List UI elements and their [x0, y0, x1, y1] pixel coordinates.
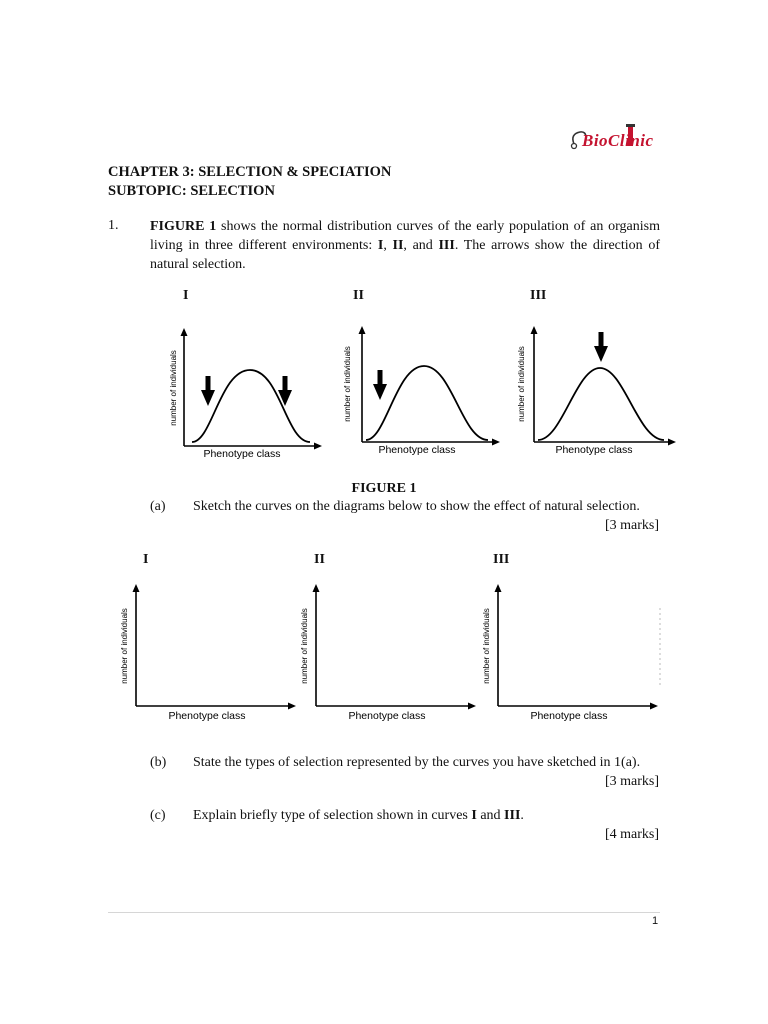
- logo-text: BioClinic: [582, 131, 654, 150]
- y-axis-arrow-icon: [495, 584, 502, 592]
- footer-divider: [108, 912, 660, 913]
- figure-panel-label-2: II: [353, 288, 364, 303]
- figure-caption: FIGURE 1: [351, 481, 417, 496]
- question-number: 1.: [108, 218, 119, 233]
- blank-axes-1: [116, 578, 306, 728]
- x-axis-label: Phenotype class: [530, 710, 608, 722]
- part-c-label: (c): [150, 808, 166, 823]
- page-number: 1: [652, 915, 659, 927]
- y-axis-label: number of individuals: [300, 608, 309, 684]
- part-c-text-segment: and: [476, 808, 505, 823]
- y-axis-label: number of individuals: [120, 608, 129, 684]
- figure-panel-label-1: I: [183, 288, 189, 303]
- x-axis-arrow-icon: [468, 703, 476, 710]
- y-axis-arrow-icon: [133, 584, 140, 592]
- question-text: [150, 217, 660, 274]
- blank-axes-3: [478, 578, 668, 728]
- x-axis-label: Phenotype class: [348, 710, 426, 722]
- question-text-segment: III: [438, 238, 455, 253]
- bioclinic-logo: [568, 124, 660, 158]
- part-b-text: State the types of selection represented by the curves you have sketched in 1(a).: [193, 755, 641, 770]
- question-text-segment: . The arrows show the direction of natural selection.: [150, 238, 660, 272]
- part-a-marks: [3 marks]: [604, 518, 659, 533]
- down-arrow-icon: [373, 370, 387, 400]
- y-axis-arrow-icon: [181, 328, 188, 336]
- distribution-curve: [538, 368, 664, 440]
- down-arrow-icon: [594, 332, 608, 362]
- x-axis-arrow-icon: [650, 703, 658, 710]
- blank-axes-2: [296, 578, 486, 728]
- down-arrow-icon: [201, 376, 215, 406]
- part-b-marks: [3 marks]: [604, 774, 659, 789]
- part-c-text-segment: Explain briefly type of selection shown in curves: [193, 808, 472, 823]
- blank-panel-label-3: III: [493, 552, 510, 567]
- x-axis-arrow-icon: [668, 439, 676, 446]
- x-axis-arrow-icon: [314, 443, 322, 450]
- y-axis-arrow-icon: [531, 326, 538, 334]
- figure-graph-1: [160, 318, 330, 464]
- figure-panel-label-3: III: [530, 288, 547, 303]
- part-c-text-segment: .: [520, 808, 524, 823]
- y-axis-label: number of individuals: [343, 346, 352, 422]
- question-text-segment: ,: [383, 238, 393, 253]
- chapter-heading: CHAPTER 3: SELECTION & SPECIATION: [108, 164, 392, 180]
- y-axis-label: number of individuals: [482, 608, 491, 684]
- distribution-curve: [366, 366, 488, 440]
- figure-graph-3: [514, 318, 684, 464]
- question-text-segment: FIGURE 1: [150, 219, 217, 234]
- x-axis-arrow-icon: [492, 439, 500, 446]
- question-text-segment: , and: [403, 238, 439, 253]
- part-c-text: [193, 808, 524, 824]
- question-text-segment: II: [392, 238, 404, 253]
- part-a-label: (a): [150, 499, 166, 514]
- x-axis-label: Phenotype class: [203, 448, 281, 460]
- part-c-text-segment: III: [504, 808, 521, 823]
- part-c-text-segment: I: [471, 808, 477, 823]
- x-axis-label: Phenotype class: [555, 444, 633, 456]
- x-axis-label: Phenotype class: [378, 444, 456, 456]
- subtopic-heading: SUBTOPIC: SELECTION: [108, 183, 275, 199]
- x-axis-label: Phenotype class: [168, 710, 246, 722]
- figure-graph-2: [338, 318, 508, 464]
- blank-panel-label-2: II: [314, 552, 325, 567]
- question-text-segment: I: [377, 238, 384, 253]
- part-c-marks: [4 marks]: [604, 827, 659, 842]
- x-axis-arrow-icon: [288, 703, 296, 710]
- y-axis-arrow-icon: [313, 584, 320, 592]
- part-b-label: (b): [150, 755, 167, 770]
- y-axis-label: number of individuals: [169, 350, 178, 426]
- question-text-segment: shows the normal distribution curves of the early population of an organism living in three different environments:: [150, 219, 661, 253]
- part-a-text: Sketch the curves on the diagrams below to show the effect of natural selection.: [193, 499, 640, 514]
- blank-panel-label-1: I: [143, 552, 149, 567]
- y-axis-arrow-icon: [359, 326, 366, 334]
- y-axis-label: number of individuals: [517, 346, 526, 422]
